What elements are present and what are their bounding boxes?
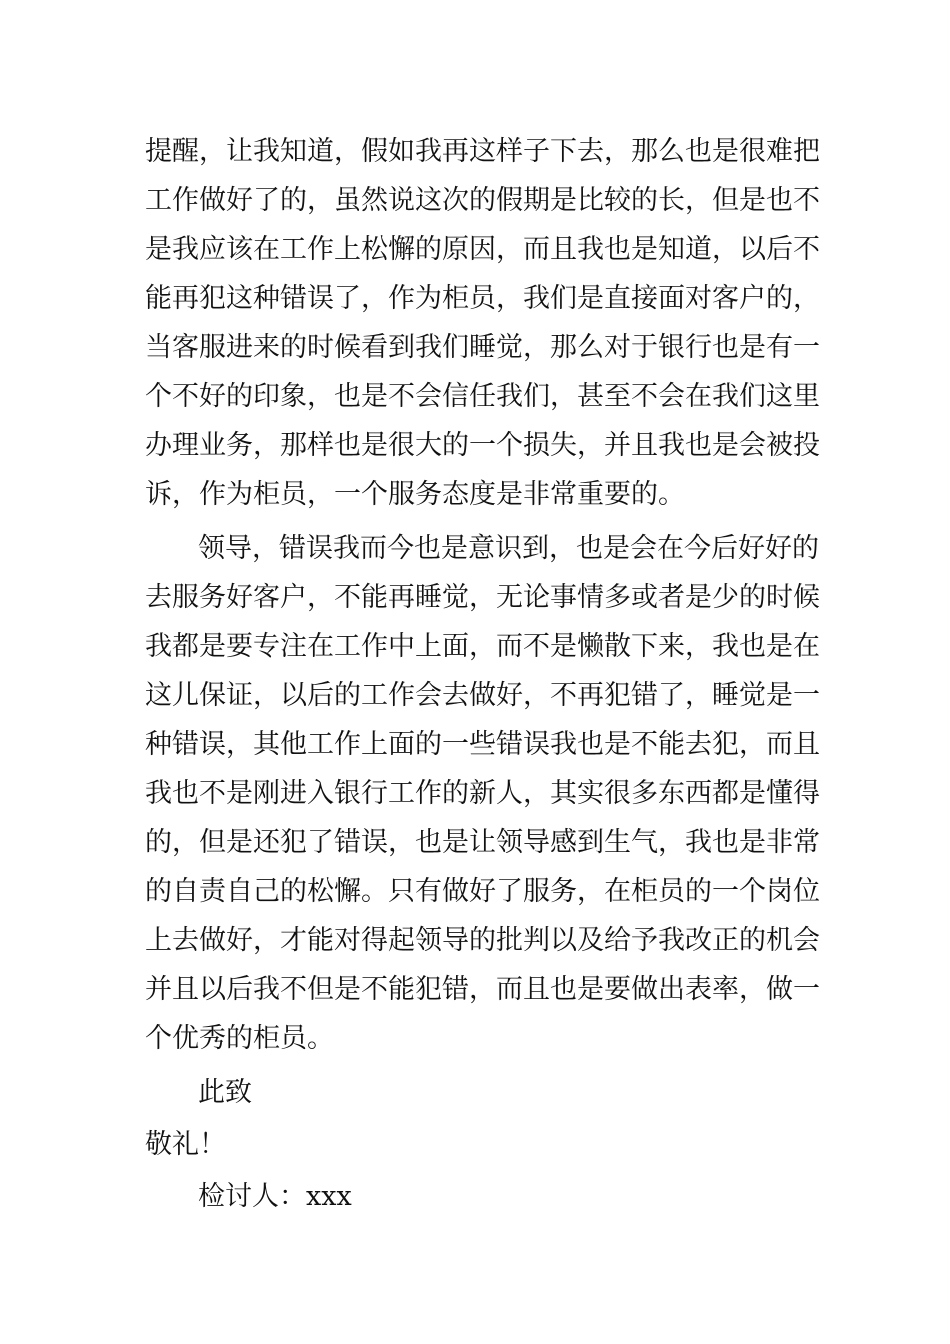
- paragraph-line: 办理业务，那样也是很大的一个损失，并且我也是会被投: [145, 430, 820, 461]
- paragraph-line: 的自责自己的松懈。只有做好了服务，在柜员的一个岗位: [145, 876, 820, 907]
- paragraph-line: 种错误，其他工作上面的一些错误我也是不能去犯，而且: [145, 729, 820, 760]
- paragraph-line: 能再犯这种错误了，作为柜员，我们是直接面对客户的，: [145, 283, 820, 314]
- paragraph-line: 我也不是刚进入银行工作的新人，其实很多东西都是懂得: [145, 778, 820, 809]
- closing-salutation: 此致: [198, 1077, 252, 1108]
- paragraph-line: 的，但是还犯了错误，也是让领导感到生气，我也是非常: [145, 827, 820, 858]
- paragraph-line: 工作做好了的，虽然说这次的假期是比较的长，但是也不: [145, 185, 820, 216]
- paragraph-line: 并且以后我不但是不能犯错，而且也是要做出表率，做一: [145, 974, 820, 1005]
- paragraph-line: 是我应该在工作上松懈的原因，而且我也是知道，以后不: [145, 234, 820, 265]
- paragraph-line: 上去做好，才能对得起领导的批判以及给予我改正的机会: [145, 925, 820, 956]
- paragraph-line: 个不好的印象，也是不会信任我们，甚至不会在我们这里: [145, 381, 820, 412]
- paragraph-line: 这儿保证，以后的工作会去做好，不再犯错了，睡觉是一: [145, 680, 820, 711]
- paragraph-line: 诉，作为柜员，一个服务态度是非常重要的。: [145, 479, 685, 510]
- paragraph-line: 个优秀的柜员。: [145, 1023, 334, 1054]
- paragraph-line: 领导，错误我而今也是意识到，也是会在今后好好的: [198, 533, 819, 564]
- signature: 检讨人：xxx: [198, 1181, 352, 1212]
- closing-respect: 敬礼！: [145, 1129, 226, 1160]
- paragraph-line: 当客服进来的时候看到我们睡觉，那么对于银行也是有一: [145, 332, 820, 363]
- paragraph-line: 去服务好客户，不能再睡觉，无论事情多或者是少的时候: [145, 582, 820, 613]
- paragraph-line: 提醒，让我知道，假如我再这样子下去，那么也是很难把: [145, 136, 820, 167]
- paragraph-line: 我都是要专注在工作中上面，而不是懒散下来，我也是在: [145, 631, 820, 662]
